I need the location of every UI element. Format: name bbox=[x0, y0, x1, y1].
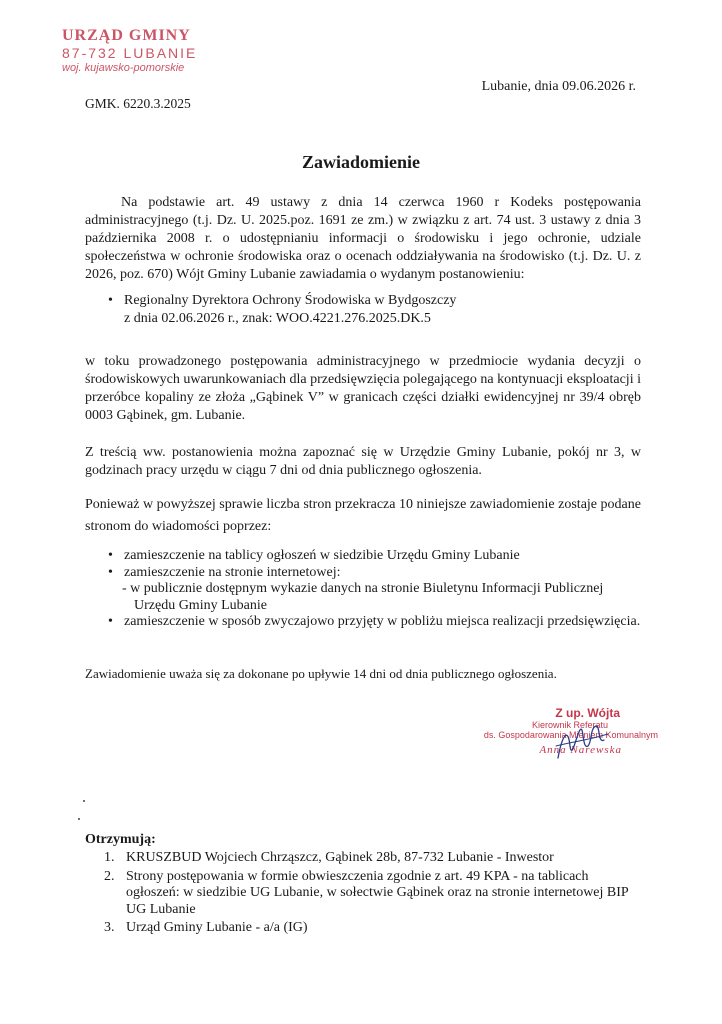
list-item: • zamieszczenie w sposób zwyczajowo przyjęty w pobliżu miejsca realizacji przedsięwzięcia. bbox=[108, 614, 641, 629]
notice-methods-list bbox=[108, 548, 641, 631]
list-subitem-line-2: Urzędu Gminy Lubanie bbox=[134, 597, 267, 613]
reference-number: GMK. 6220.3.2025 bbox=[85, 96, 191, 111]
document-title: Zawiadomienie bbox=[301, 152, 420, 172]
list-item: 3. Urząd Gminy Lubanie - a/a (IG) bbox=[104, 920, 308, 935]
stamp-line-2: 87-732 LUBANIE bbox=[62, 45, 198, 62]
paragraph-effective: Zawiadomienie uważa się za dokonane po upływie 14 dni od dnia publicznego ogłoszenia. bbox=[85, 666, 557, 681]
signature-line-1: Z up. Wójta bbox=[555, 706, 620, 720]
bullet-dot-icon: • bbox=[108, 548, 113, 563]
decision-line-1: Regionalny Dyrektora Ochrony Środowiska w Bydgoszczy bbox=[124, 293, 457, 308]
bullet-dot-icon: • bbox=[108, 614, 113, 629]
list-item: 1. KRUSZBUD Wojciech Chrząszcz, Gąbinek 28b, 87-732 Lubanie - Inwestor bbox=[104, 850, 554, 865]
paragraph-notice: Ponieważ w powyższej sprawie liczba stron przekracza 10 niniejsze zawiadomienie zostaje podane stronom do wiadomości poprzez: bbox=[85, 497, 641, 534]
paragraph-proceeding: w toku prowadzonego postępowania administracyjnego w przedmiocie wydania decyzji o środowiskowych uwarunkowaniach dla przedsięwzięcia polegającego na kontynuacji eksploatacji i przeróbce kopaliny ze złoża „Gąbinek V” w granicach części działki ewidencyjnej nr 39/4 obręb 0003 Gąbinek, gm. Lubanie. bbox=[85, 354, 641, 423]
bullet-dot-icon: • bbox=[108, 293, 113, 308]
office-stamp bbox=[62, 28, 242, 74]
signature-line-2: Kierownik Referatu bbox=[531, 720, 608, 730]
decision-bullet bbox=[108, 292, 456, 328]
bullet-dot-icon: • bbox=[108, 564, 113, 580]
document-date: Lubanie, dnia 09.06.2026 r. bbox=[481, 79, 636, 94]
decision-line-2: z dnia 02.06.2026 r., znak: WOO.4221.276.2025.DK.5 bbox=[124, 311, 431, 326]
list-item: • zamieszczenie na stronie internetowej: bbox=[108, 564, 341, 580]
stamp-line-1: URZĄD GMINY bbox=[62, 27, 191, 44]
stamp-line-3: woj. kujawsko-pomorskie bbox=[62, 61, 185, 74]
recipients-list bbox=[104, 850, 644, 939]
paragraph-legal-basis: Na podstawie art. 49 ustawy z dnia 14 czerwca 1960 r Kodeks postępowania administracyjnego (t.j. Dz. U. 2025.poz. 1691 ze zm.) w związku z art. 74 ust. 3 ustawy z dnia 3 października 2008 r. o udostępnianiu informacji o środowisku i jego ochronie, udziale społeczeństwa w ochronie środowiska oraz o ocenach oddziaływania na środowisko (t.j. Dz. U. z 2026, poz. 670) Wójt Gminy Lubanie zawiadamia o wydanym postanowieniu: bbox=[85, 195, 641, 282]
signature-line-4: Anna Narewska bbox=[539, 744, 622, 756]
paragraph-access: Z treścią ww. postanowienia można zapoznać się w Urzędzie Gminy Lubanie, pokój nr 3, w godzinach pracy urzędu w ciągu 7 dni od dnia publicznego ogłoszenia. bbox=[85, 445, 641, 478]
handwritten-signature-icon bbox=[552, 716, 612, 766]
list-item: 2. Strony postępowania w formie obwieszczenia zgodnie z art. 49 KPA - na tablicach ogłoszeń: w siedzibie UG Lubanie, w sołectwie Gąbinek oraz na stronie internetowej BIP UG Lubanie bbox=[104, 868, 629, 917]
list-subitem-line-1: - w publicznie dostępnym wykazie danych na stronie Biuletynu Informacji Publicznej bbox=[122, 581, 604, 596]
list-item: • zamieszczenie na tablicy ogłoszeń w siedzibie Urzędu Gminy Lubanie bbox=[108, 548, 520, 563]
scan-speck bbox=[78, 818, 80, 820]
signature-line-3: ds. Gospodarowania Mieniem Komunalnym bbox=[483, 730, 658, 740]
recipients-title: Otrzymują: bbox=[85, 832, 156, 847]
scan-speck bbox=[83, 800, 85, 802]
